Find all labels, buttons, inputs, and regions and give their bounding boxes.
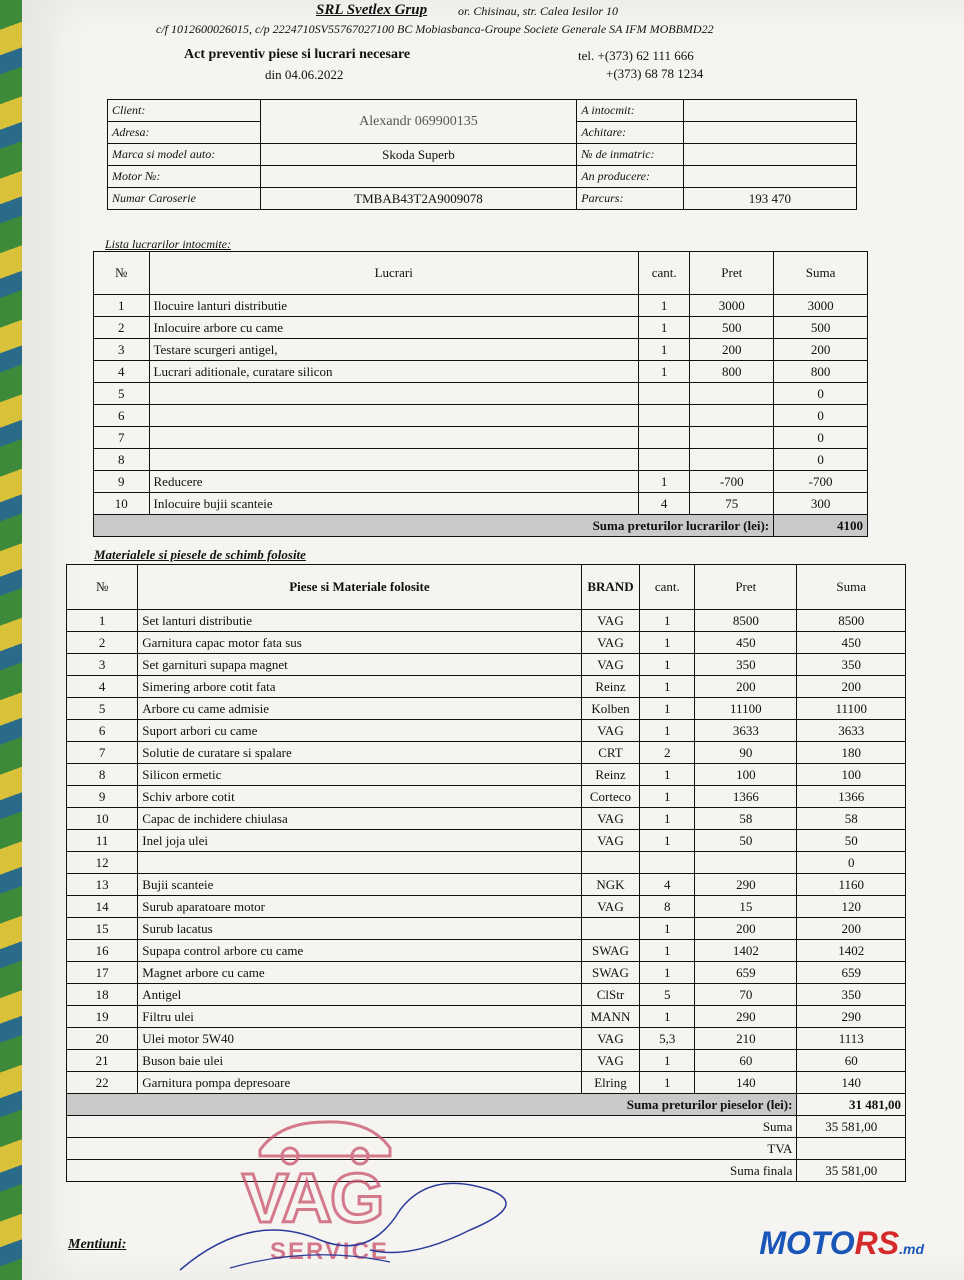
part-brand: VAG: [581, 610, 640, 632]
part-qty: 1: [640, 676, 695, 698]
part-qty: 1: [640, 654, 695, 676]
table-row: [94, 405, 868, 427]
row-number: 10: [94, 493, 150, 515]
document-date: din 04.06.2022: [265, 67, 344, 82]
part-sum: 350: [797, 984, 906, 1006]
part-price: 290: [695, 1006, 797, 1028]
part-qty: 1: [640, 962, 695, 984]
table-row: [67, 918, 906, 940]
part-price: 659: [695, 962, 797, 984]
part-qty: 1: [640, 830, 695, 852]
row-number: 19: [67, 1006, 138, 1028]
year-label: An producere:: [577, 166, 684, 188]
client-label: Client:: [108, 100, 261, 122]
part-brand: SWAG: [581, 962, 640, 984]
table-row: [67, 764, 906, 786]
row-number: 3: [94, 339, 150, 361]
part-brand: VAG: [581, 654, 640, 676]
table-row: [94, 295, 868, 317]
part-name: Simering arbore cotit fata: [138, 676, 581, 698]
part-price: 3633: [695, 720, 797, 742]
parts-table: [66, 564, 906, 1182]
parts-total-value: 31 481,00: [797, 1094, 906, 1116]
part-price: 15: [695, 896, 797, 918]
part-brand: Reinz: [581, 676, 640, 698]
table-row: [67, 610, 906, 632]
work-name: [149, 427, 638, 449]
part-brand: VAG: [581, 1050, 640, 1072]
part-sum: 659: [797, 962, 906, 984]
work-name: Testare scurgeri antigel,: [149, 339, 638, 361]
work-qty: 1: [638, 361, 689, 383]
work-sum: 3000: [774, 295, 868, 317]
row-number: 22: [67, 1072, 138, 1094]
table-row: [67, 940, 906, 962]
work-price: 800: [690, 361, 774, 383]
table-row: [67, 654, 906, 676]
part-qty: 1: [640, 720, 695, 742]
work-qty: [638, 449, 689, 471]
row-number: 11: [67, 830, 138, 852]
part-brand: VAG: [581, 830, 640, 852]
made-by-value: [683, 100, 856, 122]
part-sum: 58: [797, 808, 906, 830]
works-section-title: Lista lucrarilor intocmite:: [105, 237, 231, 251]
company-name: SRL Svetlex Grup: [316, 2, 428, 18]
part-qty: 2: [640, 742, 695, 764]
part-sum: 100: [797, 764, 906, 786]
part-name: Schiv arbore cotit: [138, 786, 581, 808]
payment-value: [683, 122, 856, 144]
works-col-qty: cant.: [638, 252, 689, 295]
part-brand: SWAG: [581, 940, 640, 962]
row-number: 1: [67, 610, 138, 632]
summary-tva-label: TVA: [67, 1138, 797, 1160]
work-sum: 200: [774, 339, 868, 361]
watermark-part2: RS: [854, 1225, 900, 1261]
parts-col-qty: cant.: [640, 565, 695, 610]
row-number: 3: [67, 654, 138, 676]
part-sum: 1366: [797, 786, 906, 808]
stamp-text-service: SERVICE: [270, 1238, 389, 1265]
table-row: [67, 852, 906, 874]
table-row: [67, 808, 906, 830]
work-price: [690, 405, 774, 427]
part-brand: VAG: [581, 808, 640, 830]
company-address: or. Chisinau, str. Calea Iesilor 10: [458, 4, 619, 18]
row-number: 12: [67, 852, 138, 874]
row-number: 14: [67, 896, 138, 918]
part-brand: VAG: [581, 896, 640, 918]
table-row: [67, 874, 906, 896]
vin-label: Numar Caroserie: [108, 188, 261, 210]
work-name: Inlocuire arbore cu came: [149, 317, 638, 339]
part-name: Arbore cu came admisie: [138, 698, 581, 720]
motor-label: Motor №:: [108, 166, 261, 188]
part-brand: MANN: [581, 1006, 640, 1028]
part-qty: 1: [640, 940, 695, 962]
part-sum: 200: [797, 676, 906, 698]
row-number: 13: [67, 874, 138, 896]
part-qty: 1: [640, 918, 695, 940]
row-number: 4: [94, 361, 150, 383]
part-price: 58: [695, 808, 797, 830]
row-number: 16: [67, 940, 138, 962]
work-qty: 4: [638, 493, 689, 515]
summary-sum-value: 35 581,00: [797, 1116, 906, 1138]
phone-2: +(373) 68 78 1234: [606, 66, 704, 81]
table-row: [67, 962, 906, 984]
part-name: [138, 852, 581, 874]
part-qty: 5: [640, 984, 695, 1006]
part-qty: 1: [640, 786, 695, 808]
parts-col-sum: Suma: [797, 565, 906, 610]
part-price: 90: [695, 742, 797, 764]
part-brand: [581, 918, 640, 940]
part-name: Filtru ulei: [138, 1006, 581, 1028]
part-sum: 350: [797, 654, 906, 676]
part-qty: 1: [640, 1050, 695, 1072]
part-name: Ulei motor 5W40: [138, 1028, 581, 1050]
part-qty: 1: [640, 808, 695, 830]
work-price: 200: [690, 339, 774, 361]
part-sum: 290: [797, 1006, 906, 1028]
bank-details: c/f 1012600026015, c/p 2224710SV55767027100 BC Mobiasbanca-Groupe Societe Generale SA IFM MOBBMD22: [156, 22, 714, 36]
part-sum: 50: [797, 830, 906, 852]
part-name: Supapa control arbore cu came: [138, 940, 581, 962]
table-row: [67, 1050, 906, 1072]
part-name: Capac de inchidere chiulasa: [138, 808, 581, 830]
table-row: [94, 317, 868, 339]
part-brand: VAG: [581, 632, 640, 654]
work-qty: 1: [638, 471, 689, 493]
part-sum: 1113: [797, 1028, 906, 1050]
table-row: [94, 361, 868, 383]
row-number: 1: [94, 295, 150, 317]
part-sum: 11100: [797, 698, 906, 720]
made-by-label: A intocmit:: [577, 100, 684, 122]
part-brand: CRT: [581, 742, 640, 764]
part-name: Silicon ermetic: [138, 764, 581, 786]
works-table: [93, 251, 868, 537]
part-qty: 1: [640, 1006, 695, 1028]
row-number: 7: [67, 742, 138, 764]
watermark-part1: MOTO: [759, 1225, 855, 1261]
work-name: Lucrari aditionale, curatare silicon: [149, 361, 638, 383]
table-row: [67, 698, 906, 720]
work-price: [690, 427, 774, 449]
part-price: 140: [695, 1072, 797, 1094]
table-row: [94, 471, 868, 493]
mentions-label: Mentiuni:: [68, 1237, 127, 1252]
part-name: Buson baie ulei: [138, 1050, 581, 1072]
row-number: 6: [67, 720, 138, 742]
part-name: Bujii scanteie: [138, 874, 581, 896]
works-col-price: Pret: [690, 252, 774, 295]
works-total-value: 4100: [774, 515, 868, 537]
table-row: [67, 786, 906, 808]
work-price: 500: [690, 317, 774, 339]
row-number: 8: [94, 449, 150, 471]
payment-label: Achitare:: [577, 122, 684, 144]
parts-col-name: Piese si Materiale folosite: [138, 565, 581, 610]
work-sum: 0: [774, 405, 868, 427]
row-number: 9: [67, 786, 138, 808]
part-brand: VAG: [581, 720, 640, 742]
signature: [170, 1150, 550, 1280]
part-sum: 200: [797, 918, 906, 940]
part-price: 1402: [695, 940, 797, 962]
car-value: Skoda Superb: [260, 144, 577, 166]
year-value: [683, 166, 856, 188]
work-name: [149, 405, 638, 427]
work-sum: -700: [774, 471, 868, 493]
table-row: [94, 427, 868, 449]
table-row: [94, 339, 868, 361]
client-value: Alexandr 069900135: [260, 100, 577, 144]
row-number: 5: [94, 383, 150, 405]
summary-sum-label: Suma: [67, 1116, 797, 1138]
table-row: [94, 383, 868, 405]
work-sum: 0: [774, 427, 868, 449]
row-number: 7: [94, 427, 150, 449]
work-price: [690, 449, 774, 471]
row-number: 6: [94, 405, 150, 427]
table-row: [67, 676, 906, 698]
motors-watermark-logo: [759, 1225, 924, 1262]
part-price: 450: [695, 632, 797, 654]
work-qty: 1: [638, 317, 689, 339]
work-qty: 1: [638, 339, 689, 361]
part-name: Antigel: [138, 984, 581, 1006]
row-number: 8: [67, 764, 138, 786]
table-row: [67, 1028, 906, 1050]
watermark-suffix: .md: [899, 1241, 924, 1257]
mileage-label: Parcurs:: [577, 188, 684, 210]
part-brand: Reinz: [581, 764, 640, 786]
table-row: [67, 1006, 906, 1028]
part-qty: 1: [640, 1072, 695, 1094]
table-row: [67, 830, 906, 852]
table-row: [67, 1072, 906, 1094]
part-qty: 8: [640, 896, 695, 918]
part-price: 100: [695, 764, 797, 786]
table-row: [94, 449, 868, 471]
work-price: 75: [690, 493, 774, 515]
work-sum: 800: [774, 361, 868, 383]
row-number: 10: [67, 808, 138, 830]
work-sum: 300: [774, 493, 868, 515]
phone-1: tel. +(373) 62 111 666: [578, 48, 694, 63]
summary-tva-value: [797, 1138, 906, 1160]
works-total-label: Suma preturilor lucrarilor (lei):: [94, 515, 774, 537]
motor-value: [260, 166, 577, 188]
part-qty: 4: [640, 874, 695, 896]
row-number: 17: [67, 962, 138, 984]
work-sum: 0: [774, 449, 868, 471]
part-sum: 450: [797, 632, 906, 654]
background-fabric: [0, 0, 22, 1280]
table-row: [67, 896, 906, 918]
part-sum: 3633: [797, 720, 906, 742]
part-qty: 5,3: [640, 1028, 695, 1050]
row-number: 18: [67, 984, 138, 1006]
part-sum: 1160: [797, 874, 906, 896]
parts-col-price: Pret: [695, 565, 797, 610]
part-brand: Kolben: [581, 698, 640, 720]
part-sum: 180: [797, 742, 906, 764]
part-price: [695, 852, 797, 874]
part-brand: NGK: [581, 874, 640, 896]
stamp-text-vag: VAG: [242, 1159, 383, 1237]
part-name: Set garnituri supapa magnet: [138, 654, 581, 676]
work-name: Inlocuire bujii scanteie: [149, 493, 638, 515]
work-name: Reducere: [149, 471, 638, 493]
row-number: 2: [67, 632, 138, 654]
part-qty: 1: [640, 764, 695, 786]
part-name: Magnet arbore cu came: [138, 962, 581, 984]
table-row: [67, 984, 906, 1006]
document-title: Act preventiv piese si lucrari necesare: [184, 47, 411, 62]
part-brand: [581, 852, 640, 874]
row-number: 20: [67, 1028, 138, 1050]
part-price: 60: [695, 1050, 797, 1072]
part-price: 70: [695, 984, 797, 1006]
part-name: Garnitura capac motor fata sus: [138, 632, 581, 654]
work-qty: [638, 383, 689, 405]
part-name: Set lanturi distributie: [138, 610, 581, 632]
row-number: 15: [67, 918, 138, 940]
part-price: 1366: [695, 786, 797, 808]
part-price: 200: [695, 918, 797, 940]
work-price: 3000: [690, 295, 774, 317]
row-number: 4: [67, 676, 138, 698]
table-row: [67, 720, 906, 742]
part-qty: 1: [640, 632, 695, 654]
part-name: Surub lacatus: [138, 918, 581, 940]
row-number: 21: [67, 1050, 138, 1072]
part-name: Garnitura pompa depresoare: [138, 1072, 581, 1094]
part-price: 350: [695, 654, 797, 676]
part-sum: 60: [797, 1050, 906, 1072]
address-label: Adresa:: [108, 122, 261, 144]
table-row: [94, 493, 868, 515]
part-price: 11100: [695, 698, 797, 720]
row-number: 2: [94, 317, 150, 339]
part-price: 8500: [695, 610, 797, 632]
part-brand: Corteco: [581, 786, 640, 808]
work-name: [149, 383, 638, 405]
row-number: 9: [94, 471, 150, 493]
registration-value: [683, 144, 856, 166]
work-sum: 500: [774, 317, 868, 339]
registration-label: № de inmatric:: [577, 144, 684, 166]
part-sum: 140: [797, 1072, 906, 1094]
work-qty: 1: [638, 295, 689, 317]
parts-section-title: Materialele si piesele de schimb folosite: [94, 547, 306, 562]
row-number: 5: [67, 698, 138, 720]
work-sum: 0: [774, 383, 868, 405]
part-name: Suport arbori cu came: [138, 720, 581, 742]
work-qty: [638, 427, 689, 449]
vin-value: TMBAB43T2A9009078: [260, 188, 577, 210]
table-row: [67, 742, 906, 764]
parts-col-no: №: [67, 565, 138, 610]
summary-final-value: 35 581,00: [797, 1160, 906, 1182]
part-price: 50: [695, 830, 797, 852]
part-brand: VAG: [581, 1028, 640, 1050]
part-qty: 1: [640, 610, 695, 632]
part-brand: Elring: [581, 1072, 640, 1094]
part-name: Solutie de curatare si spalare: [138, 742, 581, 764]
mileage-value: 193 470: [683, 188, 856, 210]
part-brand: ClStr: [581, 984, 640, 1006]
part-sum: 120: [797, 896, 906, 918]
client-info-table: [107, 99, 857, 210]
part-sum: 8500: [797, 610, 906, 632]
work-name: Ilocuire lanturi distributie: [149, 295, 638, 317]
part-price: 290: [695, 874, 797, 896]
parts-col-brand: BRAND: [581, 565, 640, 610]
part-sum: 0: [797, 852, 906, 874]
part-price: 200: [695, 676, 797, 698]
part-name: Surub aparatoare motor: [138, 896, 581, 918]
works-col-no: №: [94, 252, 150, 295]
table-row: [67, 632, 906, 654]
part-qty: 1: [640, 698, 695, 720]
part-price: 210: [695, 1028, 797, 1050]
work-price: -700: [690, 471, 774, 493]
work-name: [149, 449, 638, 471]
part-sum: 1402: [797, 940, 906, 962]
works-col-name: Lucrari: [149, 252, 638, 295]
summary-final-label: Suma finala: [67, 1160, 797, 1182]
work-price: [690, 383, 774, 405]
part-qty: [640, 852, 695, 874]
works-col-sum: Suma: [774, 252, 868, 295]
work-qty: [638, 405, 689, 427]
parts-total-label: Suma preturilor pieselor (lei):: [67, 1094, 797, 1116]
car-label: Marca si model auto:: [108, 144, 261, 166]
part-name: Inel joja ulei: [138, 830, 581, 852]
